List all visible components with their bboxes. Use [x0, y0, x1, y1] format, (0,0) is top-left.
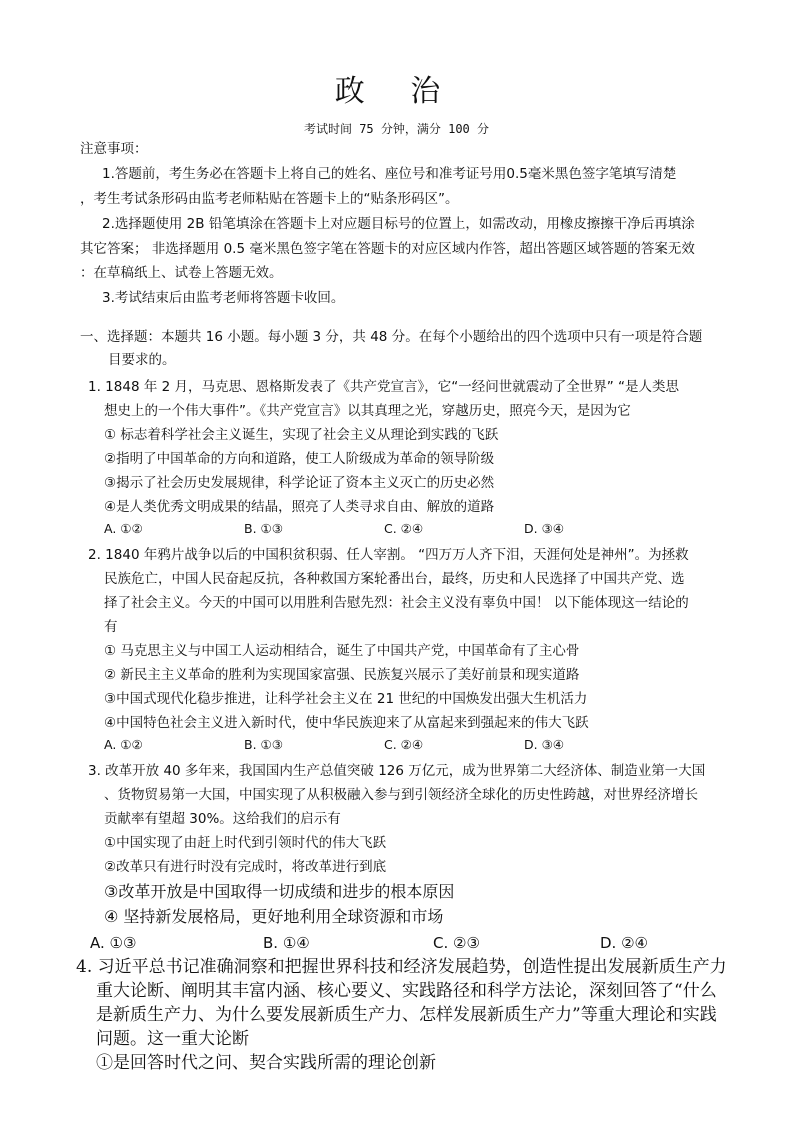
question-3-item: ③改革开放是中国取得一切成绩和进步的根本原因	[104, 882, 455, 901]
page-title: 政 治	[334, 74, 459, 109]
option-b[interactable]: B. ①④	[263, 934, 310, 952]
option-c[interactable]: C. ②③	[433, 934, 480, 952]
exam-info: 考试时间 75 分钟，满分 100 分	[303, 122, 490, 136]
notice-line: 2.选择题使用 2B 铅笔填涂在答题卡上对应题目标号的位置上，如需改动，用橡皮擦擦干净后再填涂	[102, 216, 695, 232]
section-heading: 目要求的。	[108, 352, 176, 368]
question-3-stem: 贡献率有望超 30%。这给我们的启示有	[104, 811, 341, 827]
question-1-stem: 想史上的一个伟大事件”。《共产党宣言》以其真理之光，穿越历史，照亮今天，是因为它	[104, 403, 631, 419]
option-a[interactable]: A. ①②	[104, 521, 143, 536]
notice-line: ：在草稿纸上、试卷上答题无效。	[80, 265, 283, 281]
option-b[interactable]: B. ①③	[244, 521, 283, 536]
notice-line: ，考生考试条形码由监考老师粘贴在答题卡上的“贴条形码区”。	[80, 191, 459, 207]
question-4-stem: 重大论断、阐明其丰富内涵、核心要义、实践路径和科学方法论，深刻回答了“什么	[96, 981, 717, 1001]
notice-line: 1.答题前，考生务必在答题卡上将自己的姓名、座位号和准考证号用0.5毫米黑色签字笔填写清楚	[102, 166, 677, 182]
question-1-item: ④是人类优秀文明成果的结晶，照亮了人类寻求自由、解放的道路	[104, 499, 495, 515]
option-d[interactable]: D. ③④	[524, 521, 564, 536]
question-2-stem: 2. 1840 年鸦片战争以后的中国积贫积弱、任人宰割。 “四万万人齐下泪，天涯何处是神州”。为拯救	[88, 547, 689, 563]
question-3-item: ①中国实现了由赶上时代到引领时代的伟大飞跃	[104, 835, 387, 851]
question-3-stem: 、货物贸易第一大国，中国实现了从积极融入参与到引领经济全球化的历史性跨越，对世界经济增长	[104, 787, 698, 803]
option-d[interactable]: D. ②④	[600, 934, 648, 952]
question-3-item: ②改革只有进行时没有完成时，将改革进行到底	[104, 859, 387, 875]
notice-heading: 注意事项：	[80, 141, 148, 157]
question-4-stem: 问题。这一重大论断	[96, 1029, 249, 1049]
question-4-item: ①是回答时代之问、契合实践所需的理论创新	[96, 1053, 436, 1073]
question-2-stem: 民族危亡，中国人民奋起反抗，各种救国方案轮番出台，最终，历史和人民选择了中国共产党、选	[104, 571, 685, 587]
question-2-item: ② 新民主主义革命的胜利为实现国家富强、民族复兴展示了美好前景和现实道路	[104, 667, 580, 683]
question-1-item: ②指明了中国革命的方向和道路，使工人阶级成为革命的领导阶级	[104, 451, 495, 467]
question-2-stem: 择了社会主义。今天的中国可以用胜利告慰先烈：社会主义没有辜负中国！ 以下能体现这一结论的	[104, 595, 689, 611]
question-1-stem: 1. 1848 年 2 月，马克思、恩格斯发表了《共产党宣言》，它“一经问世就震动了全世界” “是人类思	[88, 379, 680, 395]
option-c[interactable]: C. ②④	[384, 737, 424, 752]
question-3-stem: 3. 改革开放 40 多年来，我国国内生产总值突破 126 万亿元，成为世界第二大经济体、制造业第一大国	[88, 763, 706, 779]
notice-line: 其它答案； 非选择题用 0.5 毫米黑色签字笔在答题卡的对应区域内作答，超出答题区域答题的答案无效	[80, 241, 695, 257]
question-2-item: ① 马克思主义与中国工人运动相结合，诞生了中国共产党，中国革命有了主心骨	[104, 643, 580, 659]
question-4-stem: 4. 习近平总书记准确洞察和把握世界科技和经济发展趋势，创造性提出发展新质生产力	[76, 957, 727, 977]
option-a[interactable]: A. ①②	[104, 737, 143, 752]
question-2-item: ④中国特色社会主义进入新时代，使中华民族迎来了从富起来到强起来的伟大飞跃	[104, 715, 589, 731]
option-b[interactable]: B. ①③	[244, 737, 283, 752]
question-2-item: ③中国式现代化稳步推进，让科学社会主义在 21 世纪的中国焕发出强大生机活力	[104, 691, 588, 707]
question-2-stem: 有	[104, 619, 118, 635]
notice-line: 3.考试结束后由监考老师将答题卡收回。	[102, 290, 345, 306]
question-3-item: ④ 坚持新发展格局，更好地利用全球资源和市场	[104, 907, 444, 926]
question-1-item: ③揭示了社会历史发展规律，科学论证了资本主义灭亡的历史必然	[104, 475, 495, 491]
option-a[interactable]: A. ①③	[90, 934, 137, 952]
option-d[interactable]: D. ③④	[524, 737, 564, 752]
section-heading: 一、选择题：本题共 16 小题。每小题 3 分，共 48 分。在每个小题给出的四个选项中只有一项是符合题	[80, 329, 703, 345]
question-4-stem: 是新质生产力、为什么要发展新质生产力、怎样发展新质生产力”等重大理论和实践	[96, 1005, 717, 1025]
option-c[interactable]: C. ②④	[384, 521, 424, 536]
question-1-item: ① 标志着科学社会主义诞生，实现了社会主义从理论到实践的飞跃	[104, 427, 499, 443]
